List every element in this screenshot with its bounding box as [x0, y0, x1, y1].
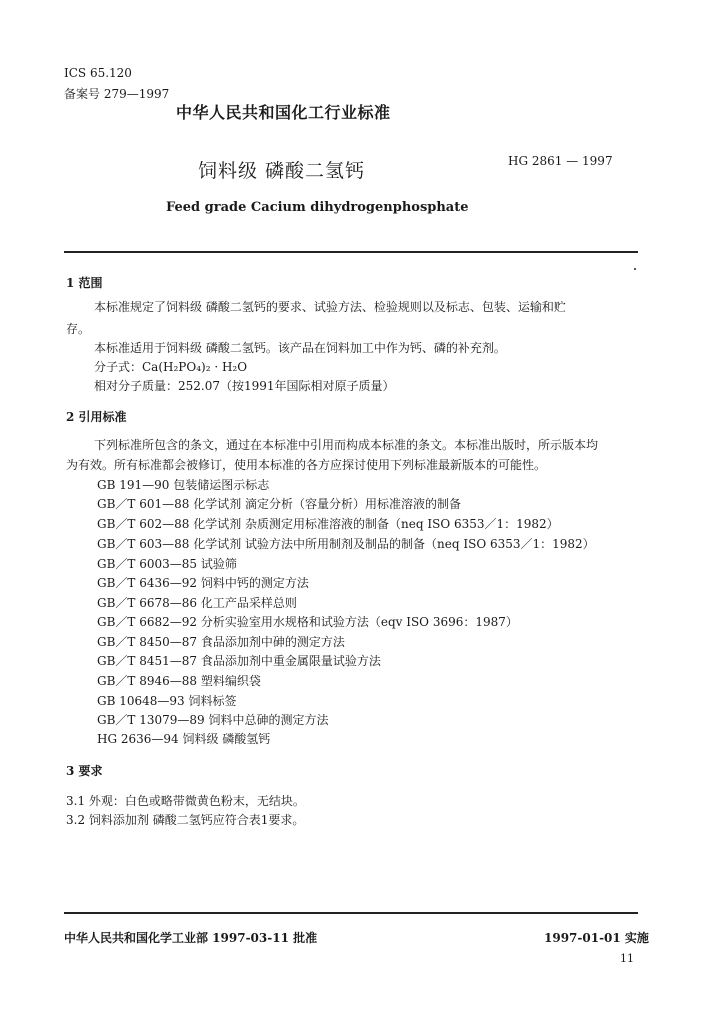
section-3-heading: 3 要求	[66, 764, 103, 778]
reference-item: GB／T 8450—87 食品添加剂中砷的测定方法	[97, 635, 345, 649]
header-divider	[64, 251, 638, 253]
reference-item: GB／T 603—88 化学试剂 试验方法中所用制剂及制品的制备（neq ISO 6353／1：1982）	[97, 537, 595, 551]
clause-3-2: 3.2 饲料添加剂 磷酸二氢钙应符合表1要求。	[66, 813, 305, 827]
reference-item: GB／T 13079—89 饲料中总砷的测定方法	[97, 713, 329, 727]
reference-item: GB／T 8451—87 食品添加剂中重金属限量试验方法	[97, 654, 381, 668]
ics-code: ICS 65.120	[64, 66, 132, 80]
reference-item: GB／T 8946—88 塑料编织袋	[97, 674, 261, 688]
reference-item: GB／T 6682—92 分析实验室用水规格和试验方法（eqv ISO 3696：1987）	[97, 615, 518, 629]
reference-item: GB 10648—93 饲料标签	[97, 694, 237, 708]
section-1-paragraph-1-cont: 存。	[66, 322, 91, 336]
section-1-paragraph-1: 本标准规定了饲料级 磷酸二氢钙的要求、试验方法、检验规则以及标志、包装、运输和贮	[94, 300, 566, 314]
margin-mark	[634, 268, 636, 270]
reference-item: GB／T 6678—86 化工产品采样总则	[97, 596, 297, 610]
molecular-mass: 相对分子质量：252.07（按1991年国际相对原子质量）	[94, 379, 395, 393]
reference-item: GB／T 6003—85 试验筛	[97, 557, 237, 571]
standard-organization: 中华人民共和国化工行业标准	[176, 103, 391, 122]
record-number: 备案号 279—1997	[64, 87, 170, 101]
section-2-paragraph-cont: 为有效。所有标准都会被修订，使用本标准的各方应探讨使用下列标准最新版本的可能性。	[66, 458, 547, 472]
implementation-date: 1997-01-01 实施	[544, 931, 649, 945]
document-title-en: Feed grade Cacium dihydrogenphosphate	[166, 200, 469, 215]
molecular-formula: 分子式：Ca(H₂PO₄)₂ · H₂O	[94, 360, 248, 374]
section-1-heading: 1 范围	[66, 276, 103, 290]
section-2-paragraph: 下列标准所包含的条文，通过在本标准中引用而构成本标准的条文。本标准出版时，所示版本均	[94, 438, 599, 452]
footer-divider	[64, 912, 638, 914]
page-number: 11	[620, 952, 634, 965]
reference-item: GB／T 601—88 化学试剂 滴定分析（容量分析）用标准溶液的制备	[97, 497, 462, 511]
section-2-heading: 2 引用标准	[66, 410, 127, 424]
reference-item: GB／T 6436—92 饲料中钙的测定方法	[97, 576, 309, 590]
clause-3-1: 3.1 外观：白色或略带微黄色粉末，无结块。	[66, 794, 305, 808]
reference-item: GB／T 602—88 化学试剂 杂质测定用标准溶液的制备（neq ISO 6353／1：1982）	[97, 517, 559, 531]
standard-number: HG 2861 — 1997	[508, 154, 613, 168]
document-title-cn: 饲料级 磷酸二氢钙	[198, 160, 366, 182]
reference-item: GB 191—90 包装储运图示标志	[97, 478, 270, 492]
reference-item: HG 2636—94 饲料级 磷酸氢钙	[97, 732, 271, 746]
section-1-paragraph-2: 本标准适用于饲料级 磷酸二氢钙。该产品在饲料加工中作为钙、磷的补充剂。	[94, 341, 506, 355]
approval-note: 中华人民共和国化学工业部 1997-03-11 批准	[64, 931, 318, 945]
